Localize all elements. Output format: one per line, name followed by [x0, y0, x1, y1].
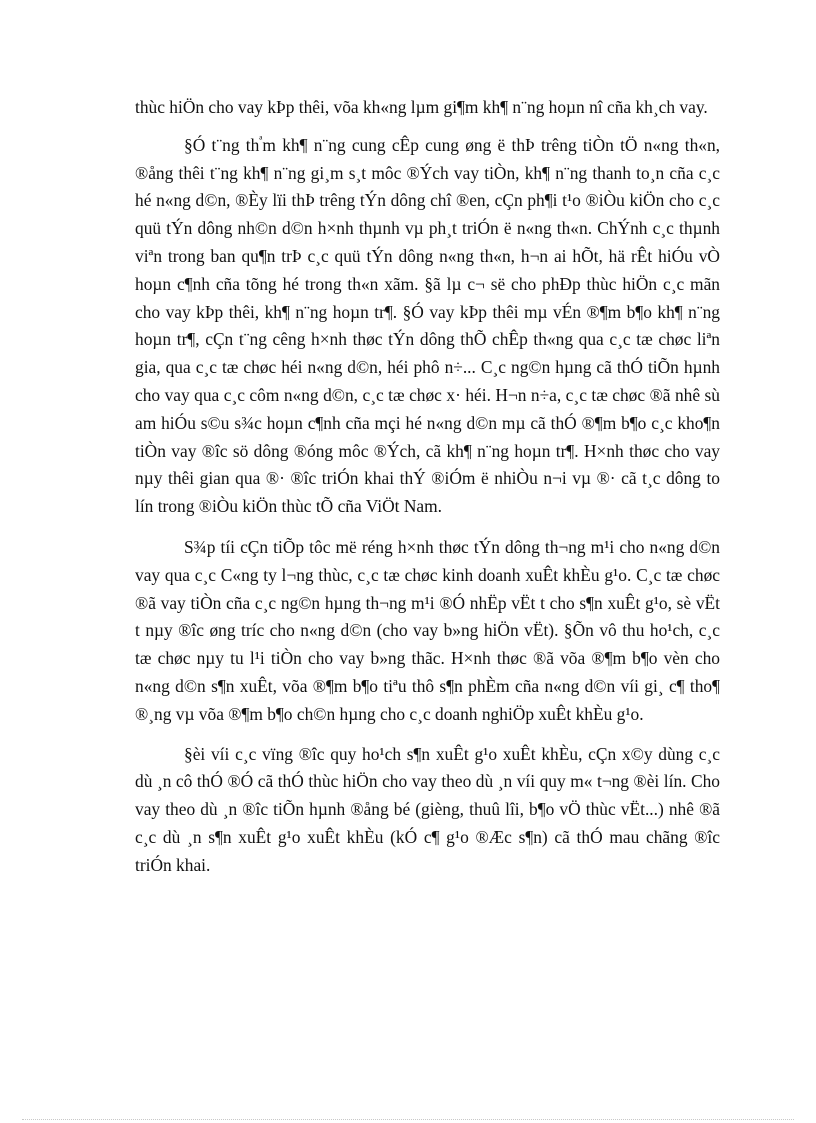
page-bottom-divider [22, 1119, 794, 1120]
paragraph-4: §èi víi c¸c vïng ®îc quy ho¹ch s¶n xuÊt g¹o xuÊt khÈu, cÇn x©y dùng c¸c dù ¸n cô thÓ ®Ó cã thÓ thùc hiÖn cho vay theo dù ¸n víi quy m« t¬ng ®èi lín. Cho vay theo dù ¸n ®îc tiÕn hµnh ®ång bé (gièng, thuû lîi, b¶o vÖ thùc vËt...) nhê ®ã c¸c dù ¸n s¶n xuÊt g¹o xuÊt khÈu (kÓ c¶ g¹o ®Æc s¶n) cã thÓ mau chãng ®îc triÓn khai. [135, 743, 720, 875]
paragraph-2: §Ó t¨ng $th^ªm$ kh¶ n¨ng cung cÊp cung øng ë thÞ trêng tiÒn tÖ n«ng th«n, ®ång thêi t¨ng kh¶ n¨ng gi¸m s¸t môc ®Ých vay tiÒn, kh¶ n¨ng thanh to¸n cña c¸c hé n«ng d©n, ®Èy lïi thÞ trêng tÝn dông chî ®en, cÇn ph¶i t¹o ®iÒu kiÖn cho c¸c quü tÝn dông nh©n d©n h×nh thµnh vµ ph¸t triÓn ë n«ng th«n. ChÝnh c¸c thµnh viªn trong ban qu¶n trÞ c¸c quü tÝn dông n«ng th«n, h¬n ai hÕt, hä rÊt hiÓu vÒ hoµn c¶nh cña tõng hé trong th«n xãm. §ã lµ c¬ së cho phÐp thùc hiÖn c¸c mãn cho vay kÞp thêi, kh¶ n¨ng hoµn tr¶. §Ó vay kÞp thêi mµ vÉn ®¶m b¶o kh¶ n¨ng hoµn tr¶, cÇn t¨ng cêng h×nh thøc tÝn dông thÕ chÊp th«ng qua c¸c tæ chøc liªn gia, qua c¸c tæ chøc héi n«ng d©n, héi phô n÷... C¸c ng©n hµng cã thÓ tiÕn hµnh cho vay qua c¸c côm n«ng d©n, c¸c tæ chøc x· héi. H¬n n÷a, c¸c tæ chøc ®ã nhê sù am hiÓu s©u s¾c hoµn c¶nh cña mçi hé n«ng d©n mµ cã thÓ ®¶m b¶o c¸c kho¶n tiÒn vay ®îc sö dông ®óng môc ®Ých, cã kh¶ n¨ng hoµn tr¶. H×nh thøc cho vay nµy thêi gian qua ®· ®îc triÓn khai thÝ ®iÓm ë nhiÒu n¬i vµ ®· cã t¸c dông to lín trong ®iÒu kiÖn thùc tÕ cña ViÖt Nam. [135, 134, 720, 517]
paragraph-3: S¾p tíi cÇn tiÕp tôc më réng h×nh thøc tÝn dông th¬ng m¹i cho n«ng d©n vay qua c¸c C«ng ty l¬ng thùc, c¸c tæ chøc kinh doanh xuÊt khÈu g¹o. C¸c tæ chøc ®ã vay tiÒn cña c¸c ng©n hµng th¬ng m¹i ®Ó nhËp vËt t cho s¶n xuÊt g¹o, sè vËt t nµy ®îc øng tríc cho n«ng d©n (cho vay b»ng hiÖn vËt). §Õn vô thu ho¹ch, c¸c tæ chøc nµy tu l¹i tiÒn cho vay b»ng thãc. H×nh thøc ®ã võa ®¶m b¶o vèn cho n«ng d©n s¶n xuÊt, võa ®¶m b¶o tiªu thô s¶n phÈm cña n«ng d©n víi gi¸ c¶ tho¶ ®¸ng vµ võa ®¶m b¶o ch©n hµng cho c¸c doanh nghiÖp xuÊt khÈu g¹o. [135, 536, 720, 724]
document-body [135, 94, 720, 880]
paragraph-1: thùc hiÖn cho vay kÞp thêi, võa kh«ng lµm gi¶m kh¶ n¨ng hoµn nî cña kh¸ch vay. [135, 97, 708, 117]
